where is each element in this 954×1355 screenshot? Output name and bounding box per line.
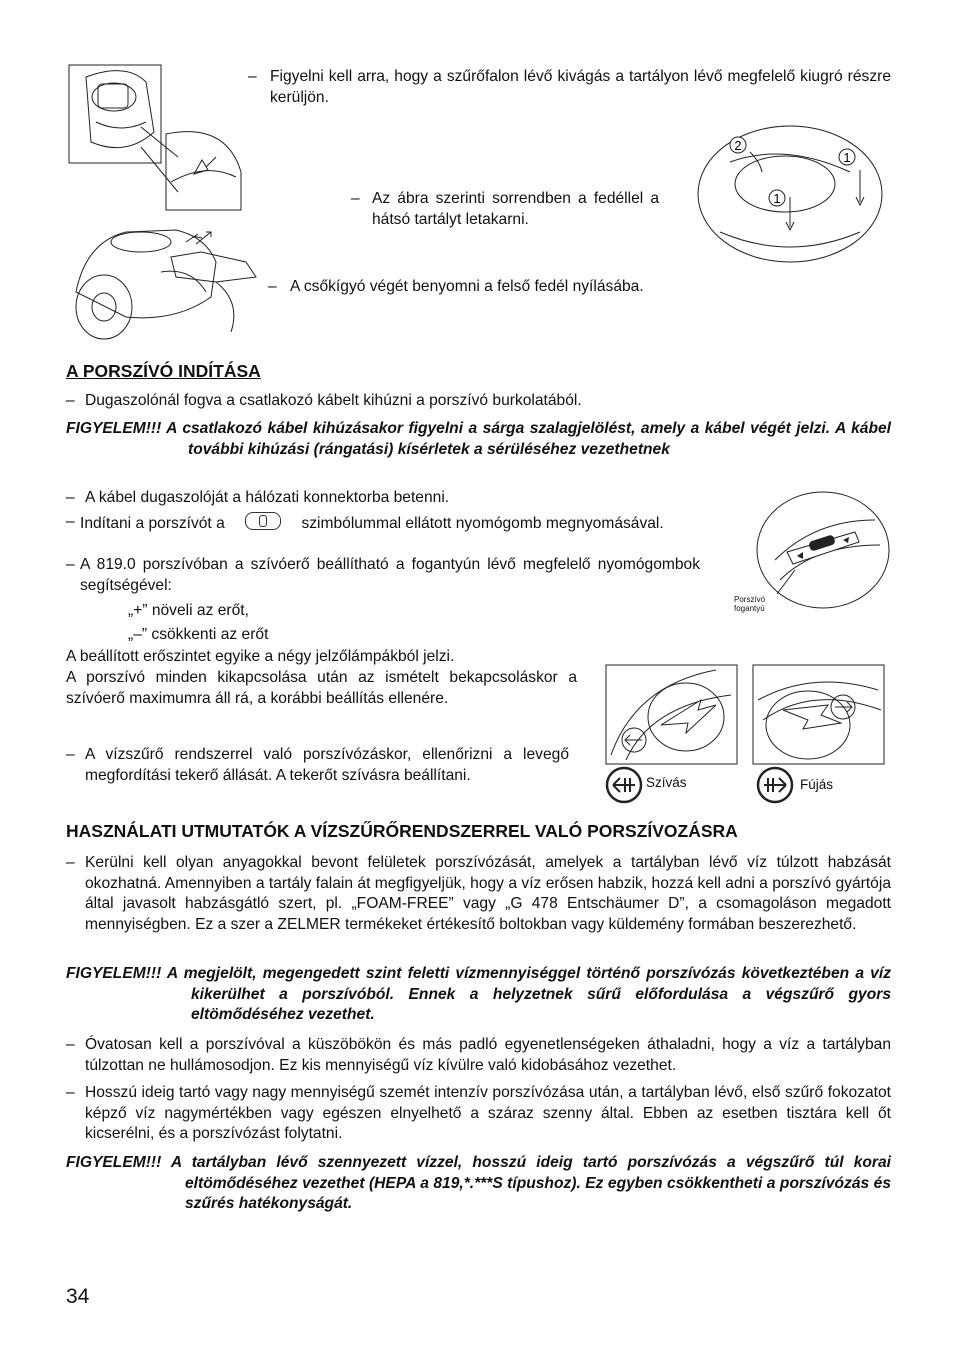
instruction-start-button: Indítani a porszívót a szimbólummal ellátott nyomógomb megnyomásával.: [80, 512, 700, 535]
instruction-hose-insert: A csőkígyó végét benyomni a felső fedél nyílásába.: [290, 278, 644, 295]
dash: –: [66, 1084, 75, 1101]
dash: –: [66, 1036, 75, 1053]
dash: –: [66, 746, 75, 763]
blow-icon: [756, 766, 796, 804]
power-symbol-icon: [245, 512, 281, 530]
warning-water-level: FIGYELEM!!! A megjelölt, megengedett szint feletti vízmennyiséggel történő porszívózás következtében a víz kikerülhet a porszívóból. Ennek a helyzetnek sűrű előfordulása a végszűrő gyors eltömődéséhez vezethet.: [66, 965, 891, 1023]
instruction-filter-fit: Figyelni kell arra, hogy a szűrőfalon lévő kivágás a tartályon lévő megfelelő kiugró részre kerüljön.: [270, 68, 891, 106]
minus-power-text: „–” csökkenti az erőt: [128, 626, 269, 643]
instruction-power-adjust: A 819.0 porszívóban a szívóerő beállítható a fogantyún lévő megfelelő nyomógombok segítségével:: [80, 556, 700, 594]
step-marker-2: 2: [734, 138, 742, 153]
dash: –: [66, 556, 75, 573]
instruction-plug-in: A kábel dugaszolóját a hálózati konnektorba betenni.: [85, 489, 450, 506]
dash: –: [66, 854, 75, 871]
blow-knob-illustration: [753, 665, 885, 765]
dash: –: [351, 190, 360, 207]
suction-label: Szívás: [646, 775, 687, 790]
instruction-thresholds: Óvatosan kell a porszívóval a küszöbökön és más padló egyenetlenségeken áthaladni, hogy a víz a tartályban túlzottan ne hullámosodjon. Ez kis mennyiségű víz kívülre való kidobásához vezethet.: [85, 1036, 891, 1074]
plus-power-text: „+” növeli az erőt,: [128, 602, 249, 619]
lid-sequence-illustration: [690, 122, 890, 267]
instruction-lid-sequence: Az ábra szerinti sorrendben a fedéllel a hátsó tartályt letakarni.: [372, 190, 659, 228]
indicator-text: A beállított erőszintet egyike a négy jelzőlámpákból jelzi.: [66, 648, 455, 665]
power-reset-text: A porszívó minden kikapcsolása után az ismételt bekapcsoláskor a szívóerő maximumra áll rá, a korábbi beállítás ellenére.: [66, 669, 577, 707]
step-marker-1a: 1: [843, 150, 851, 165]
warning-dirty-water: FIGYELEM!!! A tartályban lévő szennyezett vízzel, hosszú ideig tartó porszívózás a végszűrő túl korai eltömődéséhez vezethet (HEPA a 819,*.***S típushoz). Ez egyben csökkentheti a porszívózás és szűrés hatékonyságát.: [66, 1154, 891, 1212]
dash: –: [66, 513, 75, 530]
filter-fitting-illustration: [66, 62, 246, 212]
instruction-airflow-knob: A vízszűrő rendszerrel való porszívózáskor, ellenőrizni a levegő megfordítási tekerő állását. A tekerőt szívásra beállítani.: [85, 746, 569, 784]
step-marker-1b: 1: [773, 191, 781, 206]
dash: –: [66, 489, 75, 506]
dash: –: [248, 68, 257, 85]
dash: –: [268, 278, 277, 295]
suction-knob-illustration: [606, 665, 738, 765]
page-number: 34: [66, 1285, 90, 1308]
warning-cable: FIGYELEM!!! A csatlakozó kábel kihúzásakor figyelni a sárga szalagjelölést, amely a kábel végét jelzi. A kábel további kihúzási (rángatási) kísérletek a sérüléséhez vezethetnek: [66, 420, 891, 458]
section-title-water-filter: HASZNÁLATI UTMUTATÓK A VÍZSZŰRŐRENDSZERREL VALÓ PORSZÍVOZÁSRA: [66, 821, 738, 841]
suction-icon: [605, 766, 645, 804]
hose-insert-illustration: [66, 222, 266, 342]
section-title-start: A PORSZÍVÓ INDÍTÁSA: [66, 361, 261, 381]
dash: –: [66, 392, 75, 409]
handle-caption: Porszívó fogantyú: [734, 595, 766, 613]
blow-label: Fújás: [800, 777, 834, 792]
instruction-replace-water: Hosszú ideig tartó vagy nagy mennyiségű szemét intenzív porszívózása után, a tartályban lévő, első szűrő fokozatot képző víz nagymértékben vagy egészen elnyelhető a száraz szenny által. Ebben az esetben tisztára kell őt kicserélni, és a porszívózást folytatni.: [85, 1084, 891, 1142]
instruction-foam: Kerülni kell olyan anyagokkal bevont felületek porszívózását, amelyek a tartályban lévő víz túlzott habzását okozhatná. Amennyiben a tartály falain át megfigyeljük, hogy a víz erősen habzik, hozzá kell adni a porszívó gyártója által javasolt habzásgátló szert, pl. „FOAM-FREE” vagy „G 478 Entschäumer D”, a csomagoláson megadott mennyiségben. Ez a szer a ZELMER termékeket értékesítő boltokban vagy küldemény formában beszerezhető.: [85, 854, 891, 933]
instruction-pull-cable: Dugaszolónál fogva a csatlakozó kábelt kihúzni a porszívó burkolatából.: [85, 392, 582, 409]
